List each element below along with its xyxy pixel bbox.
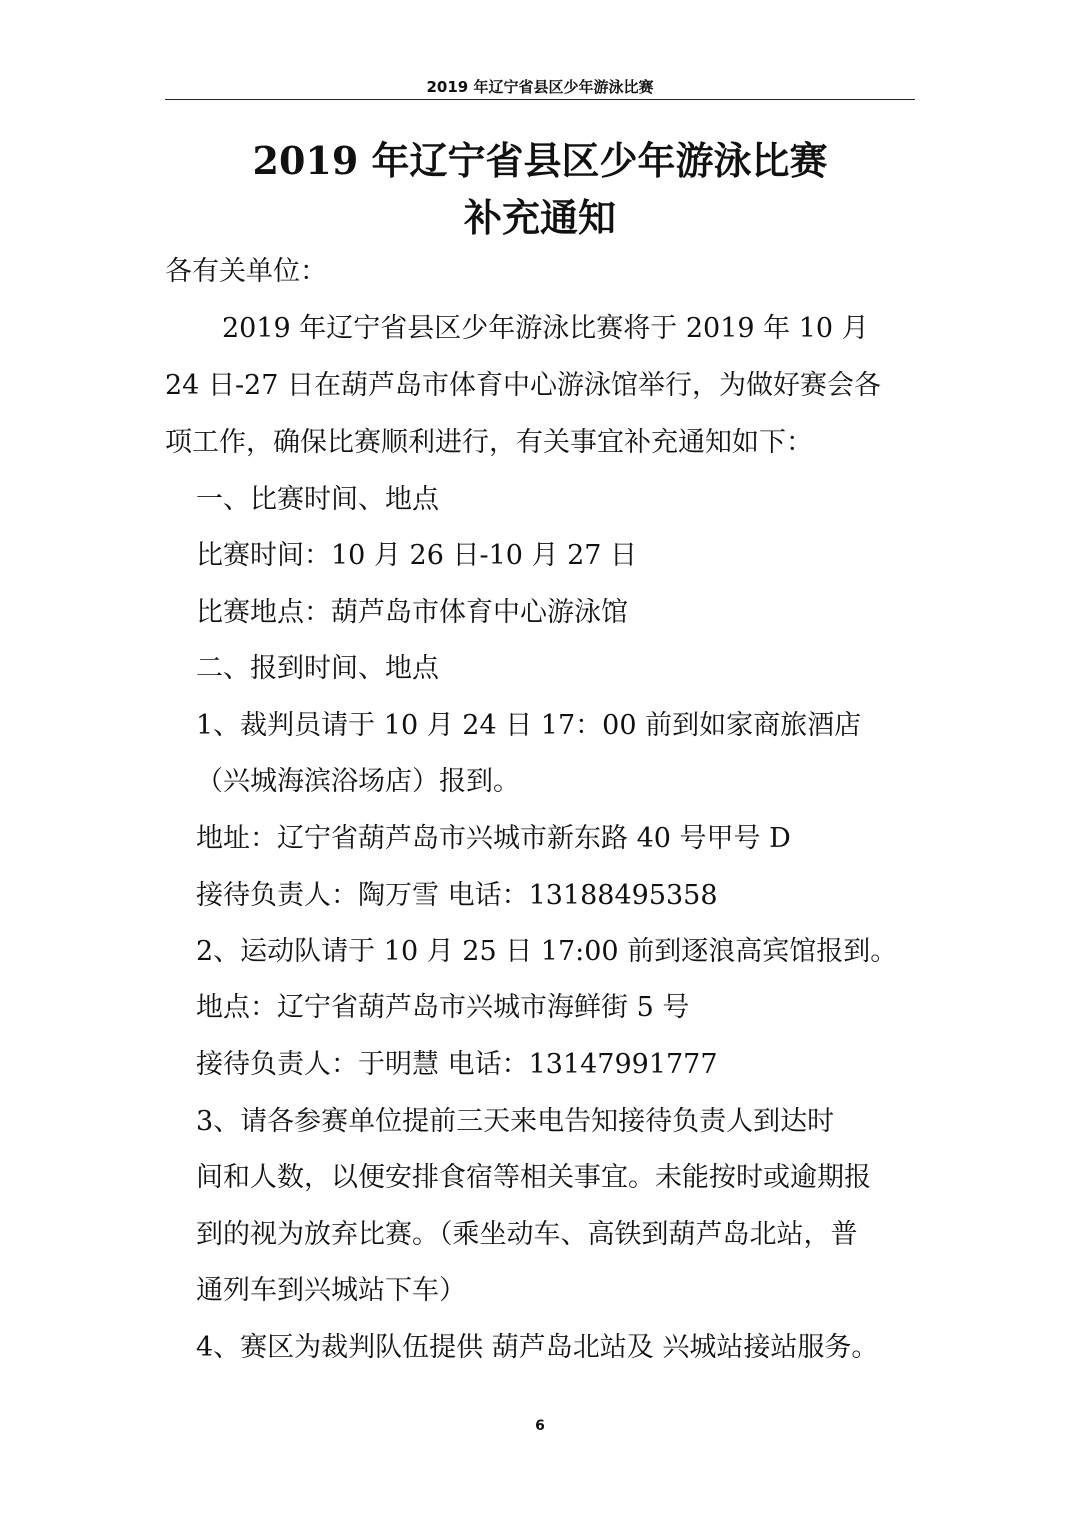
intro-line: 2019 年辽宁省县区少年游泳比赛将于 2019 年 10 月 bbox=[222, 313, 869, 344]
match-place: 比赛地点：葫芦岛市体育中心游泳馆 bbox=[196, 597, 628, 628]
header-divider bbox=[165, 99, 915, 100]
intro-line: 项工作，确保比赛顺利进行，有关事宜补充通知如下： bbox=[165, 427, 813, 458]
salutation: 各有关单位： bbox=[165, 256, 327, 287]
section-heading-time-place: 一、比赛时间、地点 bbox=[196, 484, 439, 515]
team-hotel-address: 地点：辽宁省葫芦岛市兴城市海鲜街 5 号 bbox=[196, 992, 690, 1023]
referee-contact: 接待负责人：陶万雪 电话：13188495358 bbox=[196, 880, 718, 911]
arrival-notice-cont: 间和人数，以便安排食宿等相关事宜。未能按时或逾期报 bbox=[196, 1162, 871, 1193]
arrival-notice: 3、请各参赛单位提前三天来电告知接待负责人到达时 bbox=[196, 1106, 835, 1137]
team-checkin: 2、运动队请于 10 月 25 日 17:00 前到逐浪高宾馆报到。 bbox=[196, 936, 898, 967]
document-title: 2019 年辽宁省县区少年游泳比赛 bbox=[252, 138, 828, 183]
intro-line: 24 日-27 日在葫芦岛市体育中心游泳馆举行，为做好赛会各 bbox=[165, 370, 881, 401]
team-contact: 接待负责人：于明慧 电话：13147991777 bbox=[196, 1049, 718, 1080]
page-number: 6 bbox=[535, 1418, 545, 1434]
section-heading-checkin: 二、报到时间、地点 bbox=[196, 653, 439, 684]
referee-checkin-cont: （兴城海滨浴场店）报到。 bbox=[196, 766, 520, 797]
arrival-notice-cont: 到的视为放弃比赛。（乘坐动车、高铁到葫芦岛北站，普 bbox=[196, 1219, 858, 1250]
match-time: 比赛时间：10 月 26 日-10 月 27 日 bbox=[196, 540, 638, 571]
referee-checkin: 1、裁判员请于 10 月 24 日 17：00 前到如家商旅酒店 bbox=[196, 710, 862, 741]
document-subtitle: 补充通知 bbox=[463, 195, 616, 240]
running-header: 2019 年辽宁省县区少年游泳比赛 bbox=[426, 78, 654, 96]
station-pickup-service: 4、赛区为裁判队伍提供 葫芦岛北站及 兴城站接站服务。 bbox=[196, 1332, 879, 1363]
referee-hotel-address: 地址：辽宁省葫芦岛市兴城市新东路 40 号甲号 D bbox=[196, 823, 791, 854]
arrival-notice-cont: 通列车到兴城站下车） bbox=[196, 1275, 466, 1306]
